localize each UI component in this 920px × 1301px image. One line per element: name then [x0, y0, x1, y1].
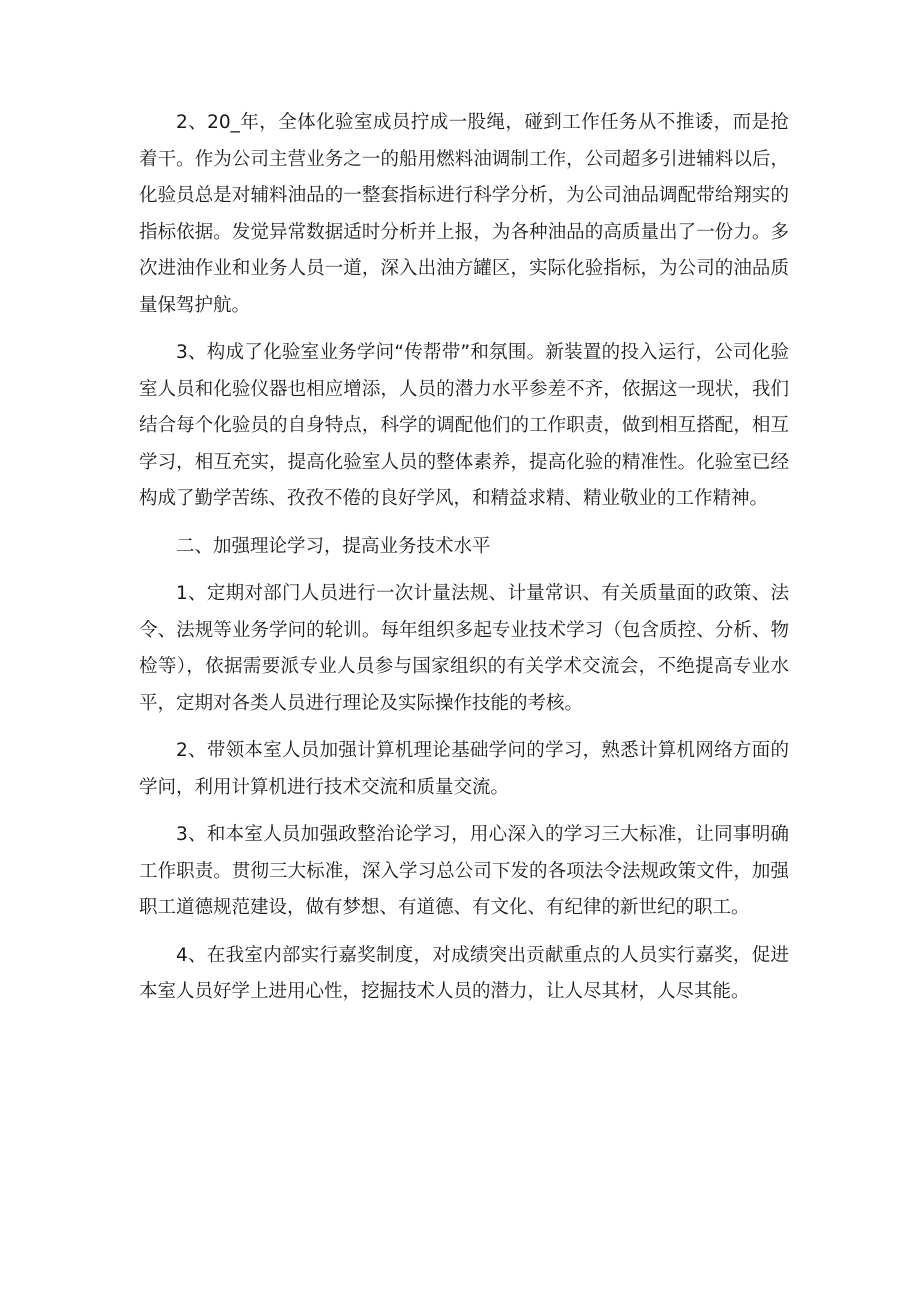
paragraph-lab-teamwork: 2、20_年，全体化验室成员拧成一股绳，碰到工作任务从不推诿，而是抢着干。作为公司主营业务之一的船用燃料油调制工作，公司超多引进辅料以后，化验员总是对辅料油品的一整套指标进行科学分析，为公司油品调配带给翔实的指标依据。发觉异常数据适时分析并上报，为各种油品的高质量出了一份力。多次进油作业和业务人员一道，深入出油方罐区，实际化验指标，为公司的油品质量保驾护航。 [139, 112, 789, 316]
paragraph-mentoring: 3、构成了化验室业务学问“传帮带”和氛围。新装置的投入运行，公司化验室人员和化验仪器也相应增添，人员的潜力水平参差不齐，依据这一现状，我们结合每个化验员的自身特点，科学的调配他们的工作职责，做到相互搭配，相互学习，相互充实，提高化验室人员的整体素养，提高化验的精准性。化验室已经构成了勤学苦练、孜孜不倦的良好学风，和精益求精、精业敬业的工作精神。 [139, 342, 789, 509]
paragraph-computer-study: 2、带领本室人员加强计算机理论基础学问的学习，熟悉计算机网络方面的学问，利用计算机进行技术交流和质量交流。 [139, 740, 789, 798]
paragraph-political-study: 3、和本室人员加强政整治论学习，用心深入的学习三大标准，让同事明确工作职责。贯彻三大标准，深入学习总公司下发的各项法令法规政策文件，加强职工道德规范建设，做有梦想、有道德、有文化、有纪律的新世纪的职工。 [139, 824, 789, 918]
section-heading-theory-study: 二、加强理论学习，提高业务技术水平 [176, 535, 491, 557]
document-body [139, 105, 789, 1011]
paragraph-training: 1、定期对部门人员进行一次计量法规、计量常识、有关质量面的政策、法令、法规等业务学问的轮训。每年组织多起专业技术学习（包含质控、分析、物检等），依据需要派专业人员参与国家组织的有关学术交流会，不绝提高专业水平，定期对各类人员进行理论及实际操作技能的考核。 [139, 583, 789, 714]
paragraph-reward-system: 4、在我室内部实行嘉奖制度，对成绩突出贡献重点的人员实行嘉奖，促进本室人员好学上进用心性，挖掘技术人员的潜力，让人尽其材，人尽其能。 [139, 944, 789, 1002]
